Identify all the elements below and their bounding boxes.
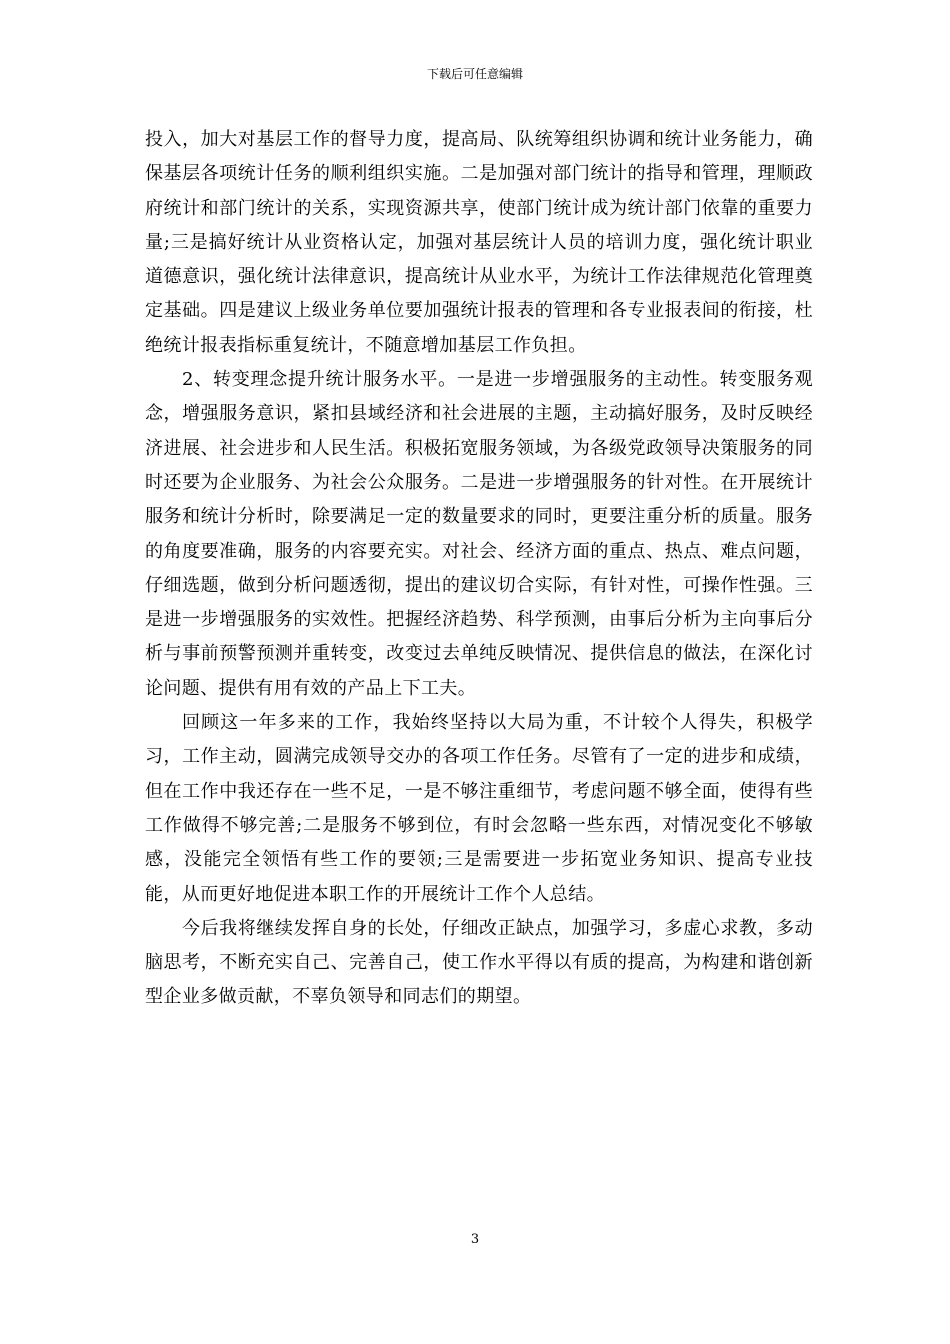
paragraph-3: 回顾这一年多来的工作，我始终坚持以大局为重，不计较个人得失，积极学习，工作主动，圆满完成领导交办的各项工作任务。尽管有了一定的进步和成绩，但在工作中我还存在一些不足，一是不够注重细节，考虑问题不够全面，使得有些工作做得不够完善;二是服务不够到位，有时会忽略一些东西，对情况变化不够敏感，没能完全领悟有些工作的要领;三是需要进一步拓宽业务知识、提高专业技能，从而更好地促进本职工作的开展统计工作个人总结。 (145, 712, 813, 905)
page-number: 3 (470, 1232, 480, 1247)
page-header: 下载后可任意编辑 (426, 67, 523, 81)
paragraph-2: 2、转变理念提升统计服务水平。一是进一步增强服务的主动性。转变服务观念，增强服务意识，紧扣县域经济和社会进展的主题，主动搞好服务，及时反映经济进展、社会进步和人民生活。积极拓宽服务领域，为各级党政领导决策服务的同时还要为企业服务、为社会公众服务。二是进一步增强服务的针对性。在开展统计服务和统计分析时，除要满足一定的数量要求的同时，更要注重分析的质量。服务的角度要准确，服务的内容要充实。对社会、经济方面的重点、热点、难点问题，仔细选题，做到分析问题透彻，提出的建议切合实际，有针对性，可操作性强。三是进一步增强服务的实效性。把握经济趋势、科学预测，由事后分析为主向事后分析与事前预警预测并重转变，改变过去单纯反映情况、提供信息的做法，在深化讨论问题、提供有用有效的产品上下工夫。 (145, 369, 813, 699)
paragraph-4: 今后我将继续发挥自身的长处，仔细改正缺点，加强学习，多虚心求教，多动脑思考，不断充实自己、完善自己，使工作水平得以有质的提高，为构建和谐创新型企业多做贡献，不辜负领导和同志们的期望。 (145, 917, 813, 1008)
paragraph-1: 投入，加大对基层工作的督导力度，提高局、队统筹组织协调和统计业务能力，确保基层各项统计任务的顺利组织实施。二是加强对部门统计的指导和管理，理顺政府统计和部门统计的关系，实现资源共享，使部门统计成为统计部门依靠的重要力量;三是搞好统计从业资格认定，加强对基层统计人员的培训力度，强化统计职业道德意识，强化统计法律意识，提高统计从业水平，为统计工作法律规范化管理奠定基础。四是建议上级业务单位要加强统计报表的管理和各专业报表间的衔接，杜绝统计报表指标重复统计，不随意增加基层工作负担。 (145, 129, 813, 356)
document-body (145, 123, 813, 1015)
